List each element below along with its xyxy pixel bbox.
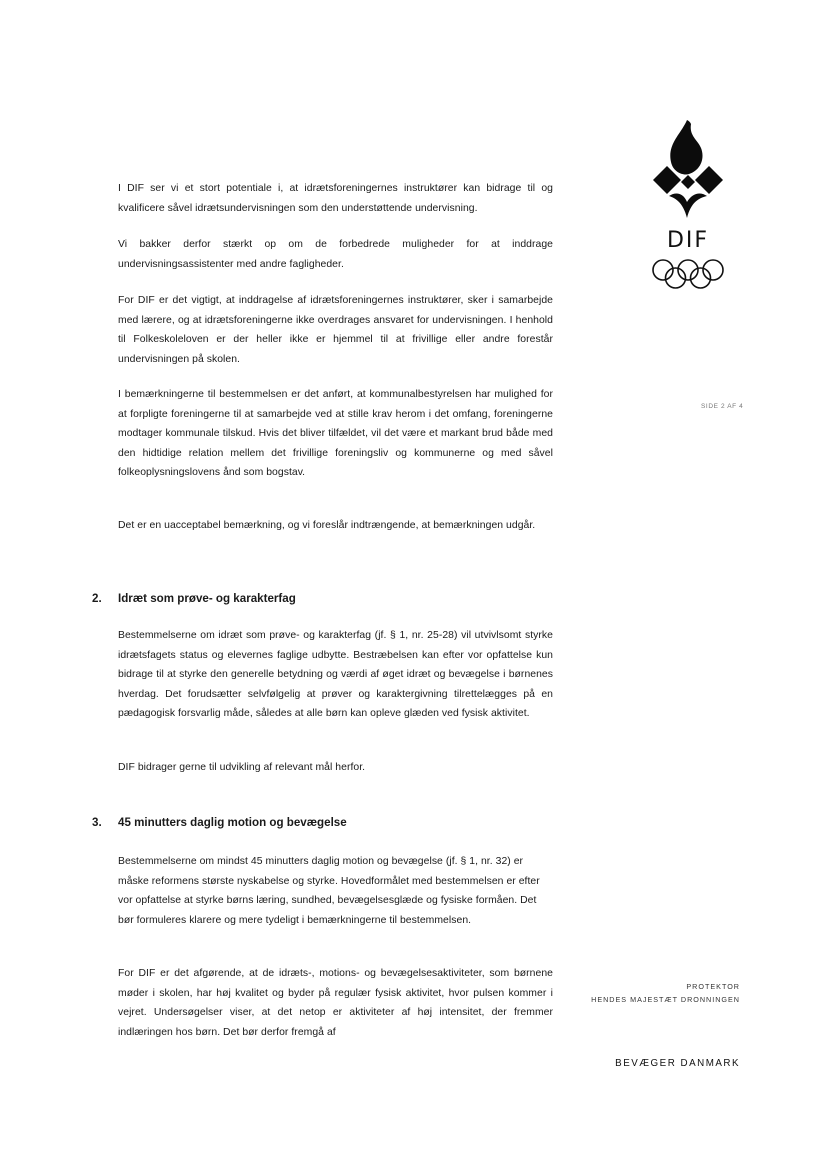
section-3-body-2: For DIF er det afgørende, at de idræts-, motions- og bevægelsesaktiviteter, som børnene møder i skolen, har høj kvalitet og byder på regulær fysisk aktivitet, hvor pulsen kommer i vejret. Undersøgelser viser, at det netop er aktiviteter af høj intensitet, der fremmer indlæringen hos børn. Det bør derfor fremgå af — [118, 968, 553, 1038]
page-number-label: SIDE 2 AF 4 — [701, 403, 744, 410]
section-3-title: 45 minutters daglig motion og bevægelse — [118, 816, 347, 829]
dif-logo — [645, 118, 731, 288]
intro-paragraph-1: I DIF ser vi et stort potentiale i, at idrætsforeningernes instruktører kan bidrage til og kvalificere såvel idrætsundervisningen som den understøttende undervisning. — [118, 183, 553, 214]
section-3-heading — [92, 816, 347, 829]
intro-paragraph-3: For DIF er det vigtigt, at inddragelse af idrætsforeningernes instruktører, sker i samarbejde med lærere, og at idrætsforeningerne ikke overdrages ansvaret for undervisningen. I henhold til Folkeskoleloven er der heller ikke er hjemmel til at frivillige eller andre forestår undervisningen på skolen. — [118, 295, 553, 365]
section-2-body-2: DIF bidrager gerne til udvikling af relevant mål herfor. — [118, 762, 366, 773]
section-3-number: 3. — [92, 816, 102, 829]
tagline: BEVÆGER DANMARK — [615, 1058, 740, 1069]
dif-flame-icon — [645, 118, 731, 228]
dif-logo-text: DIF — [666, 228, 710, 253]
section-2-number: 2. — [92, 592, 102, 605]
protector-line-1: PROTEKTOR — [686, 982, 740, 991]
section-2-body: Bestemmelserne om idræt som prøve- og karakterfag (jf. § 1, nr. 25-28) vil utvivlsomt styrke idrætsfagets status og elevernes faglige udbytte. Bestræbelsen kan efter vor opfattelse kun bidrage til at styrke den generelle betydning og værdi af øget idræt og bevægelse i børnenes hverdag. Det forudsætter selvfølgelig at prøver og karaktergivning tilrettelægges på en pædagogisk forsvarlig måde, således at alle børn kan opleve glæden ved fysisk aktivitet. — [118, 630, 553, 720]
intro-paragraph-2: Vi bakker derfor stærkt op om de forbedrede muligheder for at inddrage undervisningsassistenter med andre fagligheder. — [118, 239, 553, 270]
protector-line-2: HENDES MAJESTÆT DRONNINGEN — [591, 995, 740, 1004]
section-2-heading — [92, 592, 296, 605]
protector-note — [591, 980, 740, 1006]
section-3-body: Bestemmelserne om mindst 45 minutters daglig motion og bevægelse (jf. § 1, nr. 32) er måske reformens største nyskabelse og styrke. Hovedformålet med bestemmelsen er efter vor opfattelse at styrke børns læring, sundhed, bevægelsesglæde og fysiske formåen. Det bør formuleres klarere og mere tydeligt i bemærkningerne til bestemmelsen. — [118, 856, 540, 926]
olympic-rings-icon — [649, 258, 729, 290]
section-2-title: Idræt som prøve- og karakterfag — [118, 592, 296, 605]
intro-paragraph-5: Det er en uacceptabel bemærkning, og vi foreslår indtrængende, at bemærkningen udgår. — [118, 520, 536, 531]
intro-paragraph-4: I bemærkningerne til bestemmelsen er det anført, at kommunalbestyrelsen har mulighed for at forpligte foreningerne til at samarbejde ved at stille krav herom i det omfang, foreningerne modtager kommunale tilskud. Hvis det bliver tilfældet, vil det være et markant brud både med den hidtidige relation mellem det frivillige foreningsliv og kommunerne og med såvel folkeoplysningslovens ånd som bogstav. — [118, 389, 553, 479]
